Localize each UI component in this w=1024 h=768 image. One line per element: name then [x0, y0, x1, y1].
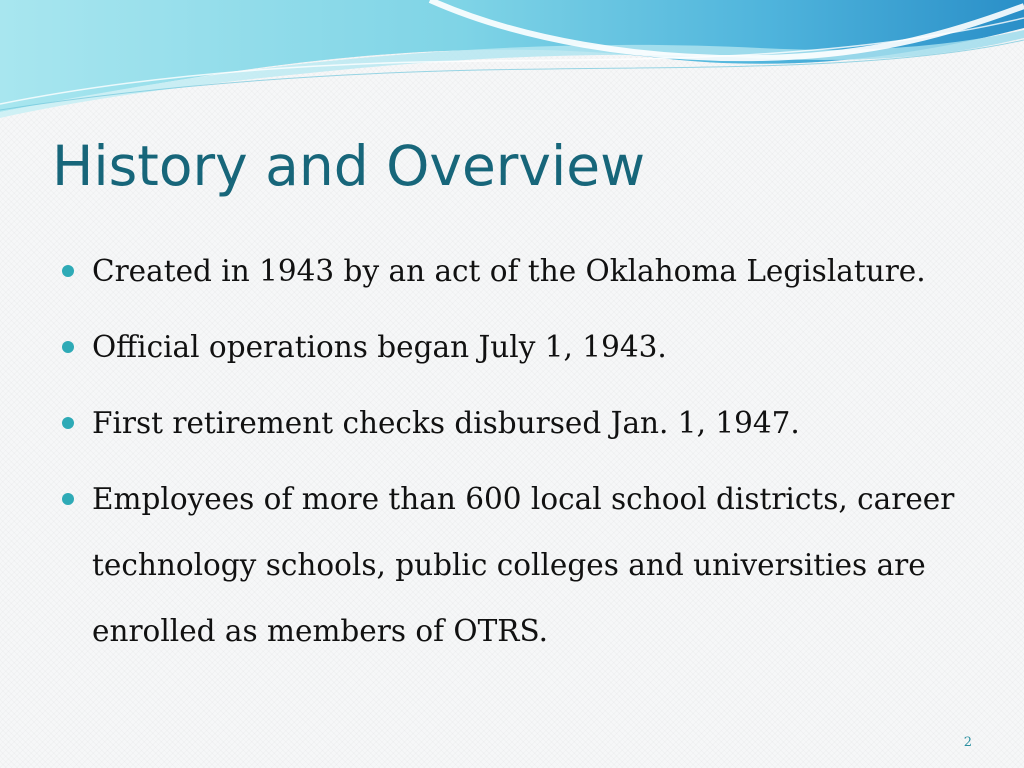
bullet-text: Employees of more than 600 local school districts, career technology schools, public colleges and universities are enrolled as members of OTRS.	[92, 482, 955, 648]
bullet-marker-icon	[62, 417, 74, 429]
bullet-marker-icon	[62, 493, 74, 505]
slide-title: History and Overview	[52, 134, 646, 198]
bullet-text: Official operations began July 1, 1943.	[92, 330, 667, 364]
bullet-item	[62, 238, 992, 304]
bullet-item	[62, 466, 992, 664]
page-number: 2	[963, 735, 972, 750]
bullet-item	[62, 390, 992, 456]
bullet-list	[62, 238, 992, 674]
bullet-text: Created in 1943 by an act of the Oklahoma Legislature.	[92, 254, 926, 288]
bullet-marker-icon	[62, 341, 74, 353]
header-wave-decoration	[0, 0, 1024, 130]
bullet-text: First retirement checks disbursed Jan. 1, 1947.	[92, 406, 800, 440]
bullet-marker-icon	[62, 265, 74, 277]
bullet-item	[62, 314, 992, 380]
